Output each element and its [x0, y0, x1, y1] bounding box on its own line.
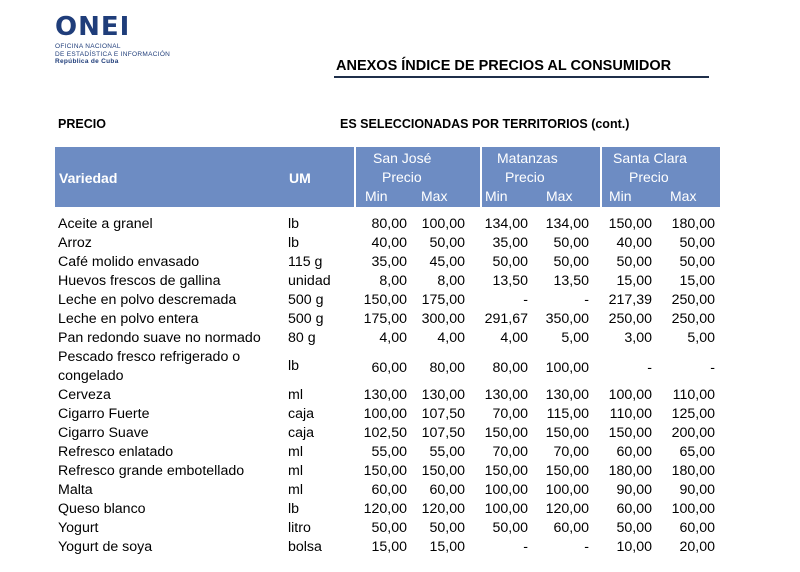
san-jose-min-value: 80,00 [371, 216, 407, 232]
santa-clara-max-value: 50,00 [679, 254, 715, 270]
row-variedad: Café molido envasado [58, 254, 200, 270]
santa-clara-min-value: 150,00 [608, 216, 652, 232]
matanzas-max-value: 115,00 [546, 406, 589, 422]
row-um: lb [288, 216, 300, 232]
santa-clara-min-value: 100,00 [608, 387, 652, 403]
row-variedad: Cigarro Fuerte [58, 406, 150, 422]
matanzas-min-value: 100,00 [484, 482, 528, 498]
matanzas-min-value: 80,00 [492, 360, 528, 376]
table-row [0, 272, 800, 291]
santa-clara-max-value: 110,00 [672, 387, 715, 403]
matanzas-max-value: 100,00 [545, 482, 589, 498]
logo-org-line3: República de Cuba [55, 58, 119, 65]
santa-clara-min-value: - [647, 360, 652, 376]
santa-clara-max: Max [670, 188, 697, 204]
san-jose-min-value: 60,00 [371, 360, 407, 376]
table-row [0, 253, 800, 272]
santa-clara-min-value: 250,00 [608, 311, 652, 327]
row-variedad: Cerveza [58, 387, 111, 403]
santa-clara-min-value: 110,00 [609, 406, 652, 422]
table-header [55, 147, 720, 207]
matanzas-min-value: 291,67 [484, 311, 528, 327]
row-variedad-line1: Pescado fresco refrigerado o [58, 349, 241, 365]
matanzas-min-value: 130,00 [484, 387, 528, 403]
row-um: caja [288, 406, 315, 422]
santa-clara-max-value: 90,00 [679, 482, 715, 498]
san-jose-min-value: 150,00 [363, 292, 407, 308]
santa-clara-max-value: 50,00 [679, 235, 715, 251]
san-jose-max-value: 55,00 [429, 444, 465, 460]
row-um: ml [288, 482, 303, 498]
san-jose-min-value: 102,50 [363, 425, 407, 441]
row-variedad: Cigarro Suave [58, 425, 149, 441]
san-jose-max-value: 175,00 [421, 292, 465, 308]
table-row [0, 519, 800, 538]
header-separator [354, 147, 356, 207]
matanzas-min-value: 50,00 [492, 520, 528, 536]
territory-matanzas: Matanzas [497, 150, 558, 166]
matanzas-max-value: 150,00 [545, 463, 589, 479]
matanzas-max-value: - [584, 539, 589, 555]
matanzas-min-value: 35,00 [492, 235, 528, 251]
row-um: 80 g [288, 330, 316, 346]
santa-clara-min-value: 90,00 [616, 482, 652, 498]
row-variedad: Malta [58, 482, 93, 498]
san-jose-min-value: 60,00 [371, 482, 407, 498]
territory-san-jose: San José [373, 150, 432, 166]
header-um: UM [289, 170, 311, 186]
table-row [0, 215, 800, 234]
san-jose-min-value: 120,00 [363, 501, 407, 517]
san-jose-max-value: 8,00 [437, 273, 465, 289]
territory-matanzas-precio: Precio [505, 169, 545, 185]
matanzas-max-value: 120,00 [545, 501, 589, 517]
row-variedad: Aceite a granel [58, 216, 153, 232]
santa-clara-max-value: 20,00 [679, 539, 715, 555]
matanzas-max-value: 134,00 [545, 216, 589, 232]
santa-clara-max-value: 125,00 [671, 406, 715, 422]
row-variedad: Huevos frescos de gallina [58, 273, 221, 289]
table-row [0, 405, 800, 424]
matanzas-min-value: 70,00 [492, 406, 528, 422]
row-um: lb [288, 235, 300, 251]
matanzas-max-value: 13,50 [553, 273, 589, 289]
santa-clara-min-value: 180,00 [608, 463, 652, 479]
row-um: litro [288, 520, 311, 536]
san-jose-min-value: 8,00 [379, 273, 407, 289]
row-variedad: Leche en polvo descremada [58, 292, 237, 308]
santa-clara-min-value: 50,00 [616, 520, 652, 536]
san-jose-min-value: 15,00 [371, 539, 407, 555]
san-jose-max-value: 300,00 [421, 311, 465, 327]
santa-clara-min-value: 150,00 [608, 425, 652, 441]
row-um: ml [288, 387, 303, 403]
san-jose-max-value: 120,00 [421, 501, 465, 517]
san-jose-min-value: 130,00 [363, 387, 407, 403]
santa-clara-max-value: 180,00 [671, 216, 715, 232]
table-row [0, 481, 800, 500]
san-jose-min-value: 100,00 [363, 406, 407, 422]
san-jose-max-value: 80,00 [429, 360, 465, 376]
santa-clara-max-value: 200,00 [671, 425, 715, 441]
santa-clara-max-value: 250,00 [671, 292, 715, 308]
row-variedad: Arroz [58, 235, 92, 251]
row-variedad: Refresco grande embotellado [58, 463, 245, 479]
table-row [0, 234, 800, 253]
matanzas-min: Min [485, 188, 508, 204]
santa-clara-min-value: 50,00 [616, 254, 652, 270]
logo-org-line2: DE ESTADÍSTICA E INFORMACIÓN [55, 50, 171, 58]
row-um: ml [288, 463, 303, 479]
section-label-left: PRECIO [58, 117, 106, 131]
table-row [0, 291, 800, 310]
matanzas-max-value: 100,00 [545, 360, 589, 376]
san-jose-min-value: 40,00 [371, 235, 407, 251]
table-row [0, 538, 800, 557]
santa-clara-max-value: 65,00 [679, 444, 715, 460]
san-jose-max: Max [421, 188, 448, 204]
row-variedad: Queso blanco [58, 501, 146, 517]
matanzas-max-value: 50,00 [553, 235, 589, 251]
santa-clara-max-value: 100,00 [671, 501, 715, 517]
row-variedad-line2: congelado [58, 368, 124, 384]
santa-clara-min-value: 3,00 [624, 330, 652, 346]
matanzas-min-value: - [523, 292, 528, 308]
table-row [0, 462, 800, 481]
matanzas-min-value: 4,00 [500, 330, 528, 346]
territory-santa-clara-precio: Precio [629, 169, 669, 185]
matanzas-max-value: 130,00 [545, 387, 589, 403]
row-variedad: Yogurt [58, 520, 99, 536]
row-um: ml [288, 444, 303, 460]
matanzas-max-value: 150,00 [545, 425, 589, 441]
table-row [0, 310, 800, 329]
header-variedad: Variedad [59, 170, 118, 186]
row-um: lb [288, 501, 300, 517]
table-row [0, 329, 800, 348]
matanzas-min-value: 70,00 [492, 444, 528, 460]
logo-org-line1: OFICINA NACIONAL [55, 43, 121, 50]
san-jose-min-value: 150,00 [363, 463, 407, 479]
santa-clara-min: Min [609, 188, 632, 204]
san-jose-max-value: 107,50 [421, 406, 465, 422]
row-variedad: Pan redondo suave no normado [58, 330, 261, 346]
row-um: 115 g [288, 254, 323, 270]
san-jose-min-value: 175,00 [363, 311, 407, 327]
table-row [0, 443, 800, 462]
san-jose-max-value: 60,00 [429, 482, 465, 498]
header-separator [600, 147, 602, 207]
santa-clara-min-value: 60,00 [616, 444, 652, 460]
matanzas-min-value: 100,00 [484, 501, 528, 517]
row-variedad: Refresco enlatado [58, 444, 174, 460]
matanzas-max-value: 350,00 [545, 311, 589, 327]
row-um: bolsa [288, 539, 322, 555]
san-jose-max-value: 45,00 [429, 254, 465, 270]
santa-clara-min-value: 217,39 [608, 292, 652, 308]
row-um: unidad [288, 273, 331, 289]
header-separator [480, 147, 482, 207]
matanzas-max-value: 70,00 [553, 444, 589, 460]
row-variedad: Yogurt de soya [58, 539, 153, 555]
matanzas-min-value: 150,00 [484, 463, 528, 479]
san-jose-min-value: 55,00 [371, 444, 407, 460]
matanzas-max-value: - [584, 292, 589, 308]
table-row [0, 424, 800, 443]
matanzas-max-value: 5,00 [561, 330, 589, 346]
matanzas-min-value: 150,00 [484, 425, 528, 441]
san-jose-max-value: 4,00 [437, 330, 465, 346]
matanzas-max: Max [546, 188, 573, 204]
title-underline [334, 76, 709, 78]
santa-clara-max-value: 15,00 [679, 273, 715, 289]
santa-clara-max-value: 180,00 [671, 463, 715, 479]
santa-clara-max-value: 250,00 [671, 311, 715, 327]
san-jose-max-value: 15,00 [429, 539, 465, 555]
santa-clara-min-value: 60,00 [616, 501, 652, 517]
document-title: ANEXOS ÍNDICE DE PRECIOS AL CONSUMIDOR [336, 58, 672, 74]
logo-org-name [55, 43, 170, 66]
row-variedad: Leche en polvo entera [58, 311, 199, 327]
santa-clara-max-value: 5,00 [687, 330, 715, 346]
matanzas-min-value: 134,00 [484, 216, 528, 232]
san-jose-min-value: 35,00 [371, 254, 407, 270]
san-jose-max-value: 50,00 [429, 520, 465, 536]
section-label-right: ES SELECCIONADAS POR TERRITORIOS (cont.) [340, 117, 630, 131]
san-jose-max-value: 100,00 [421, 216, 465, 232]
san-jose-max-value: 130,00 [421, 387, 465, 403]
san-jose-max-value: 107,50 [421, 425, 465, 441]
onei-logo [55, 14, 170, 66]
san-jose-min-value: 4,00 [379, 330, 407, 346]
santa-clara-min-value: 10,00 [616, 539, 652, 555]
san-jose-min-value: 50,00 [371, 520, 407, 536]
santa-clara-max-value: 60,00 [679, 520, 715, 536]
row-um: 500 g [288, 292, 324, 308]
table-row [0, 500, 800, 519]
territory-san-jose-precio: Precio [382, 169, 422, 185]
san-jose-min: Min [365, 188, 388, 204]
table-row [0, 348, 800, 386]
san-jose-max-value: 150,00 [421, 463, 465, 479]
row-um: 500 g [288, 311, 324, 327]
row-um: caja [288, 425, 315, 441]
logo-mark: ONEI [55, 12, 131, 42]
santa-clara-min-value: 15,00 [616, 273, 652, 289]
row-um: lb [288, 358, 300, 374]
santa-clara-min-value: 40,00 [616, 235, 652, 251]
matanzas-max-value: 60,00 [553, 520, 589, 536]
matanzas-min-value: - [523, 539, 528, 555]
santa-clara-max-value: - [710, 360, 715, 376]
matanzas-min-value: 50,00 [492, 254, 528, 270]
territory-santa-clara: Santa Clara [613, 150, 687, 166]
table-row [0, 386, 800, 405]
matanzas-max-value: 50,00 [553, 254, 589, 270]
matanzas-min-value: 13,50 [492, 273, 528, 289]
san-jose-max-value: 50,00 [429, 235, 465, 251]
